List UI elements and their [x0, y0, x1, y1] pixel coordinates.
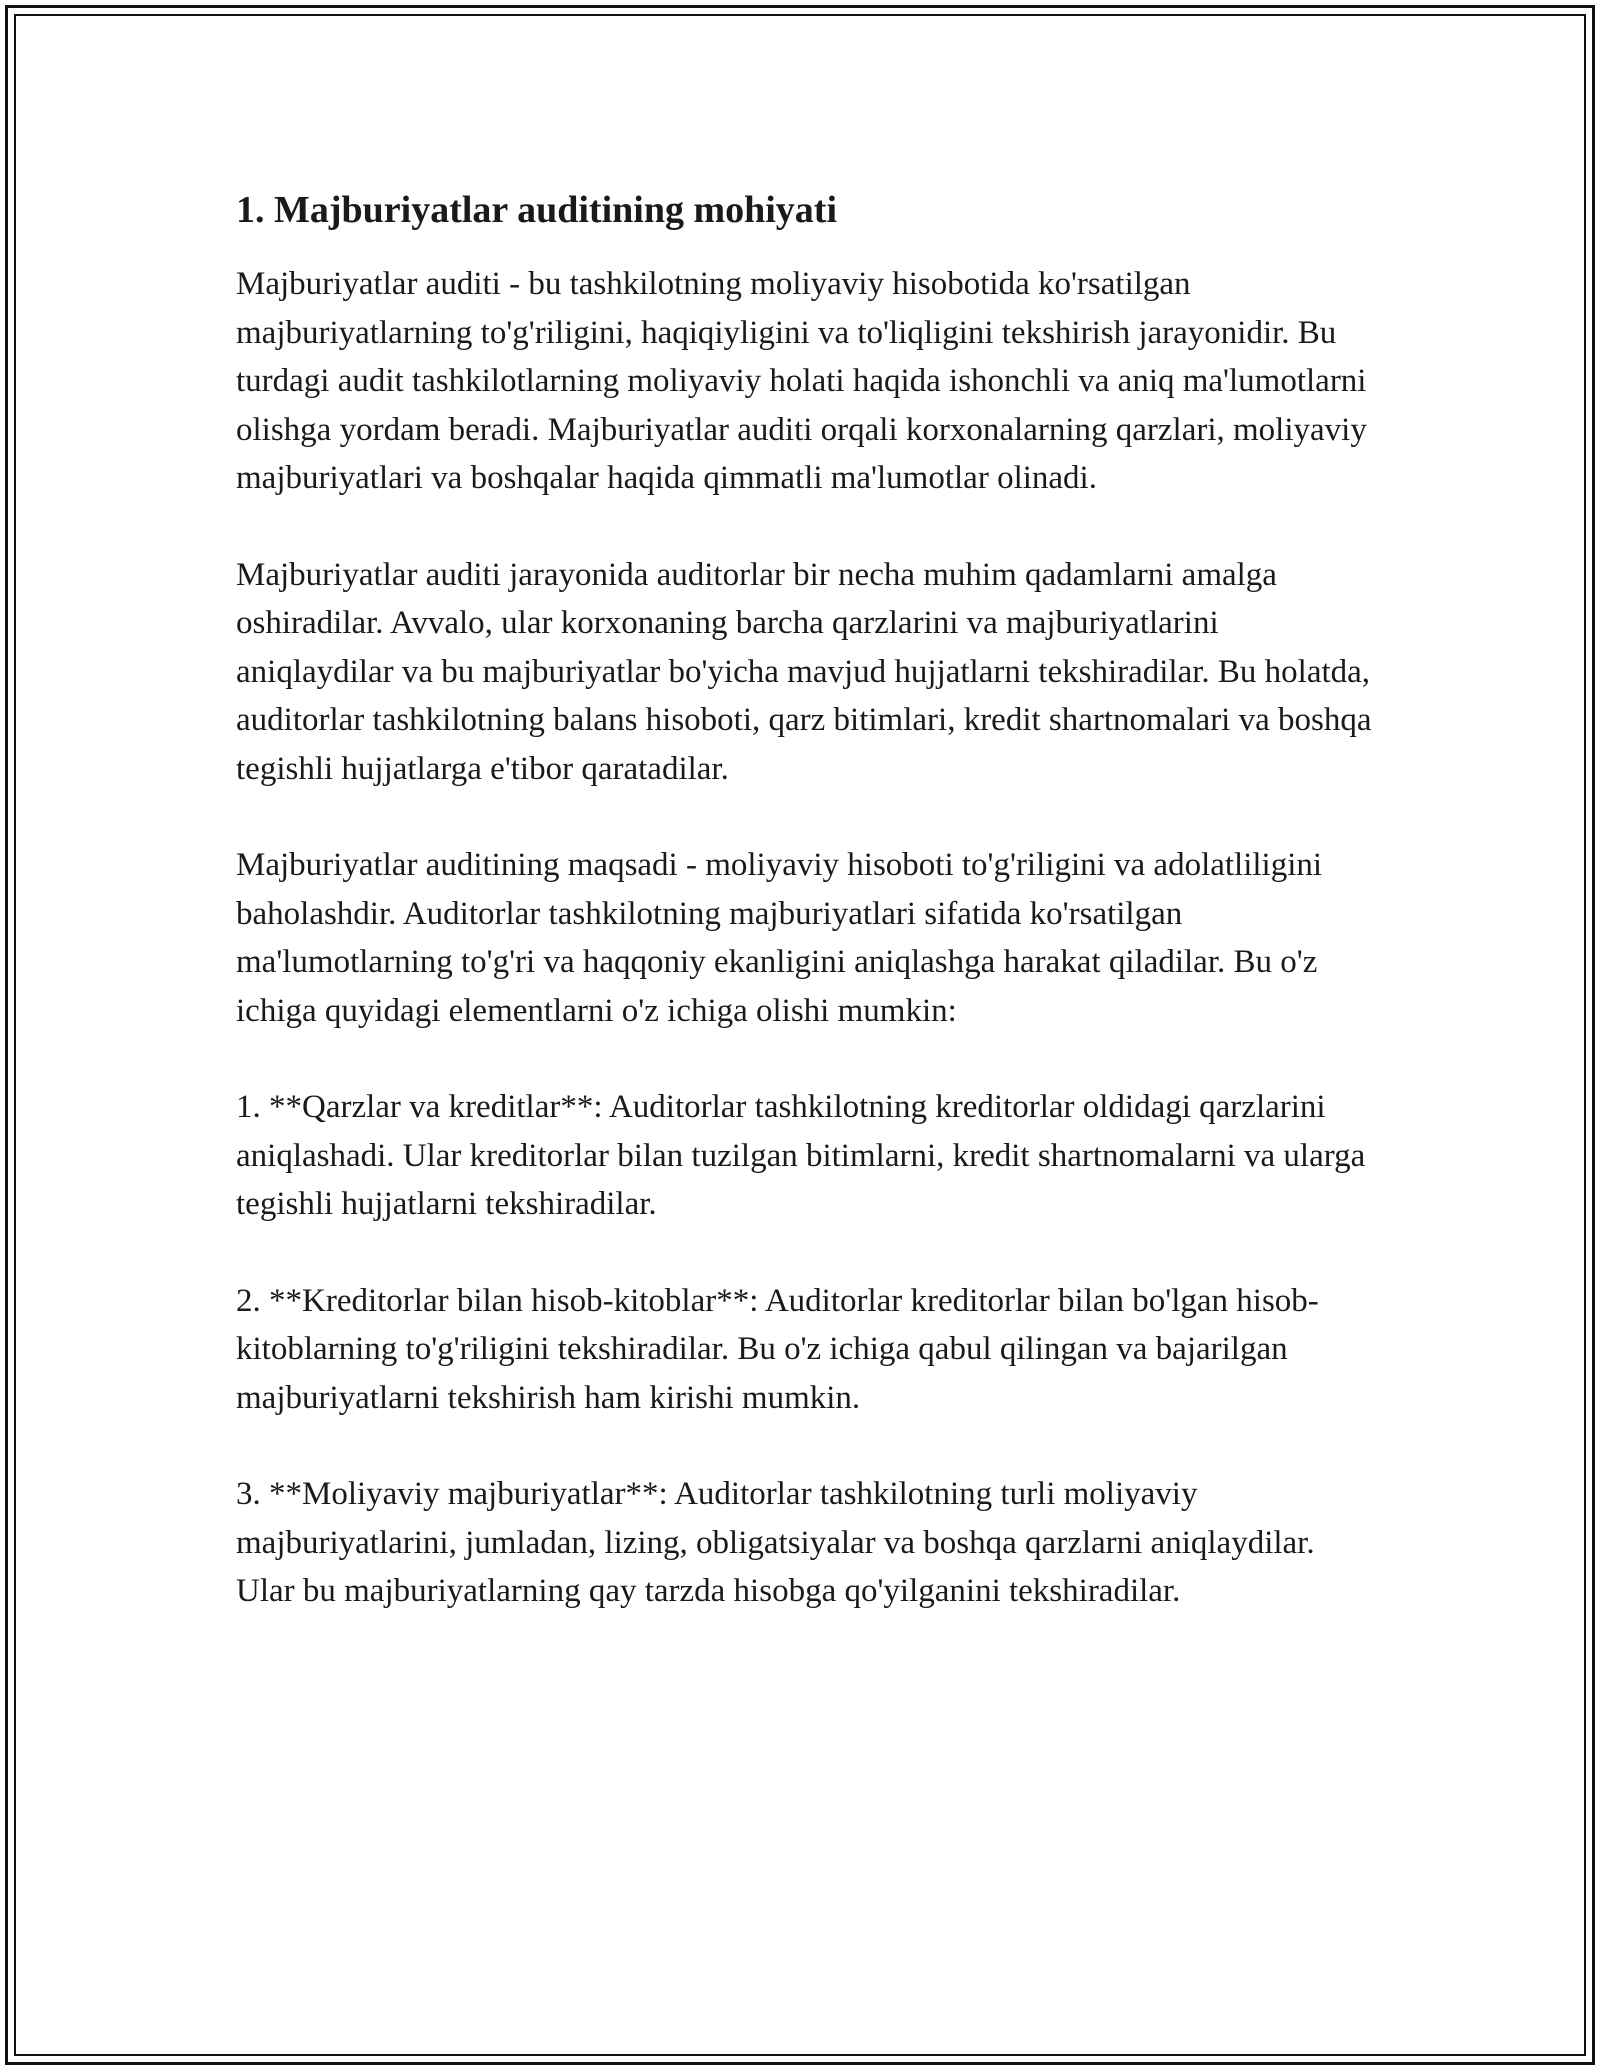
document-body: [236, 186, 1376, 1664]
list-item-creditor-settlements: 2. **Kreditorlar bilan hisob-kitoblar**: Auditorlar kreditorlar bilan bo'lgan hisob-kitoblarning to'g'riligini tekshiradilar. Bu o'z ichiga qabul qilingan va bajarilgan majburiyatlarni tekshirish ham kirishi mumkin.: [236, 1282, 1319, 1416]
paragraph-definition: Majburiyatlar auditi - bu tashkilotning moliyaviy hisobotida ko'rsatilgan majburiyatlarning to'g'riligini, haqiqiyligini va to'liqligini tekshirish jarayonidir. Bu turdagi audit tashkilotlarning moliyaviy holati haqida ishonchli va aniq ma'lumotlarni olishga yordam beradi. Majburiyatlar auditi orqali korxonalarning qarzlari, moliyaviy majburiyatlari va boshqalar haqida qimmatli ma'lumotlar olinadi.: [236, 266, 1367, 496]
section-heading: 1. Majburiyatlar auditining mohiyati: [236, 189, 838, 231]
list-item-financial-liabilities: 3. **Moliyaviy majburiyatlar**: Auditorlar tashkilotning turli moliyaviy majburiyatlarini, jumladan, lizing, obligatsiyalar va boshqa qarzlarni aniqlaydilar. Ular bu majburiyatlarning qay tarzda hisobga qo'yilganini tekshiradilar.: [236, 1476, 1315, 1609]
list-item-debts-and-credits: 1. **Qarzlar va kreditlar**: Auditorlar tashkilotning kreditorlar oldidagi qarzlarini aniqlashadi. Ular kreditorlar bilan tuzilgan bitimlarni, kredit shartnomalarni va ularga tegishli hujjatlarni tekshiradilar.: [236, 1089, 1366, 1222]
paragraph-purpose: Majburiyatlar auditining maqsadi - moliyaviy hisoboti to'g'riligini va adolatliligini baholashdir. Auditorlar tashkilotning majburiyatlari sifatida ko'rsatilgan ma'lumotlarning to'g'ri va haqqoniy ekanligini aniqlashga harakat qiladilar. Bu o'z ichiga quyidagi elementlarni o'z ichiga olishi mumkin:: [236, 847, 1323, 1029]
paragraph-process: Majburiyatlar auditi jarayonida auditorlar bir necha muhim qadamlarni amalga oshiradilar. Avvalo, ular korxonaning barcha qarzlarini va majburiyatlarini aniqlaydilar va bu majburiyatlar bo'yicha mavjud hujjatlarni tekshiradilar. Bu holatda, auditorlar tashkilotning balans hisoboti, qarz bitimlari, kredit shartnomalari va boshqa tegishli hujjatlarga e'tibor qaratadilar.: [236, 556, 1372, 787]
